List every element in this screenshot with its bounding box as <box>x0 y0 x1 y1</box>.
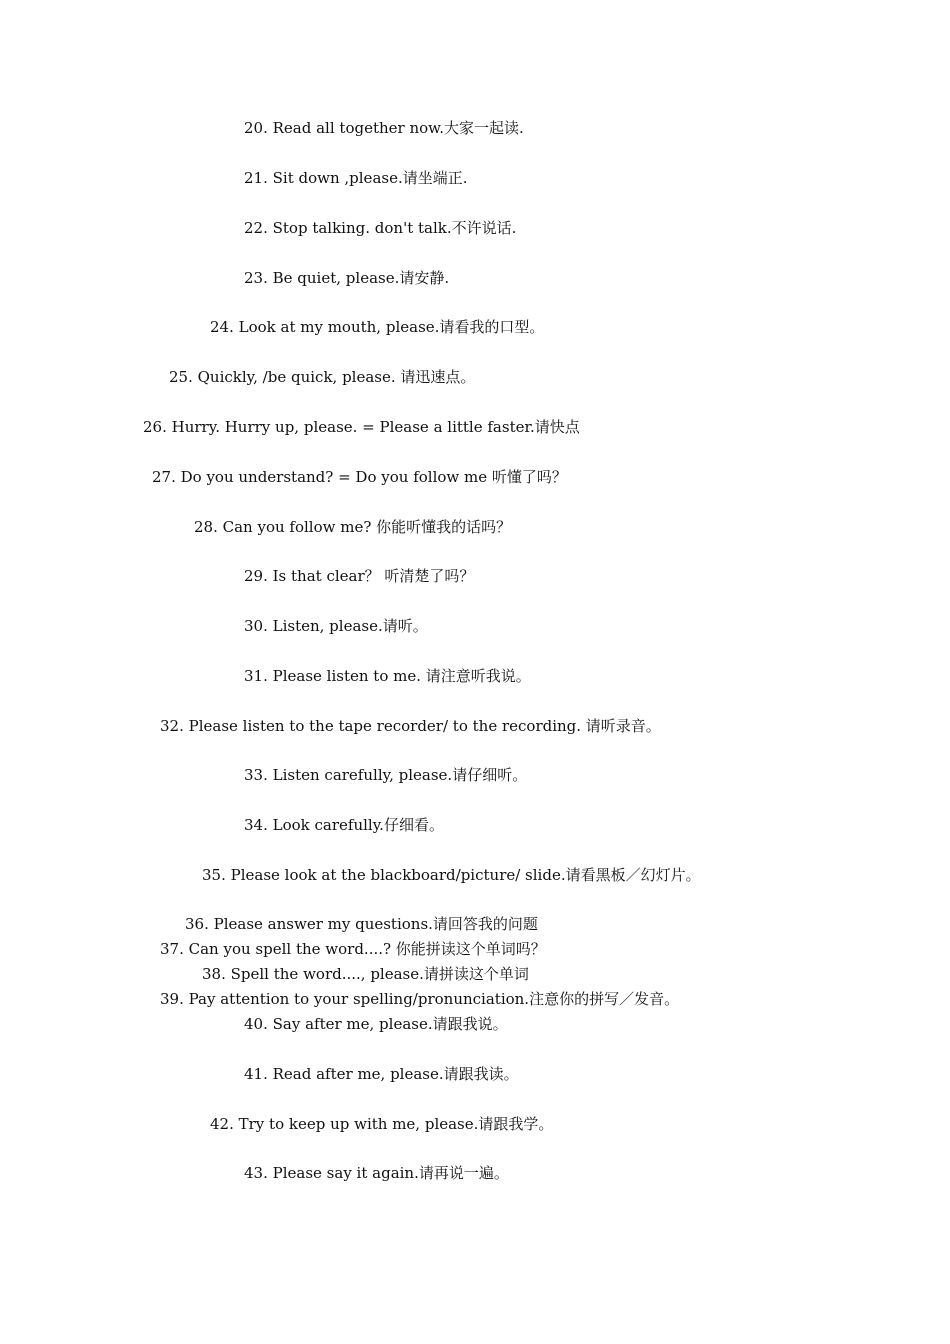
line-29: 29. Is that clear？ 听清楚了吗？ <box>244 567 475 585</box>
line-34: 34. Look carefully.仔细看。 <box>244 816 444 834</box>
line-39: 39. Pay attention to your spelling/pronunciation.注意你的拼写／发音。 <box>160 990 680 1008</box>
line-22: 22. Stop talking. don't talk.不许说话. <box>244 219 517 237</box>
line-30: 30. Listen, please.请听。 <box>244 617 428 635</box>
line-32: 32. Please listen to the tape recorder/ to the recording. 请听录音。 <box>160 717 661 735</box>
line-38: 38. Spell the word...., please.请拼读这个单词 <box>202 965 529 983</box>
line-28: 28. Can you follow me? 你能听懂我的话吗？ <box>194 518 512 536</box>
line-23: 23. Be quiet, please.请安静. <box>244 269 450 287</box>
line-20: 20. Read all together now.大家一起读. <box>244 119 524 137</box>
line-26: 26. Hurry. Hurry up, please. = Please a little faster.请快点 <box>143 418 580 436</box>
line-41: 41. Read after me, please.请跟我读。 <box>244 1065 519 1083</box>
line-36: 36. Please answer my questions.请回答我的问题 <box>185 915 538 933</box>
line-27: 27. Do you understand? = Do you follow me 听懂了吗？ <box>152 468 567 486</box>
line-42: 42. Try to keep up with me, please.请跟我学。 <box>210 1115 554 1133</box>
line-25: 25. Quickly, /be quick, please. 请迅速点。 <box>169 368 476 386</box>
line-21: 21. Sit down ,please.请坐端正. <box>244 169 468 187</box>
line-40: 40. Say after me, please.请跟我说。 <box>244 1015 508 1033</box>
line-37: 37. Can you spell the word....? 你能拼读这个单词吗？ <box>160 940 546 958</box>
line-31: 31. Please listen to me. 请注意听我说。 <box>244 667 531 685</box>
line-35: 35. Please look at the blackboard/picture/ slide.请看黑板／幻灯片。 <box>202 866 701 884</box>
line-43: 43. Please say it again.请再说一遍。 <box>244 1164 509 1182</box>
line-24: 24. Look at my mouth, please.请看我的口型。 <box>210 318 545 336</box>
line-33: 33. Listen carefully, please.请仔细听。 <box>244 766 528 784</box>
